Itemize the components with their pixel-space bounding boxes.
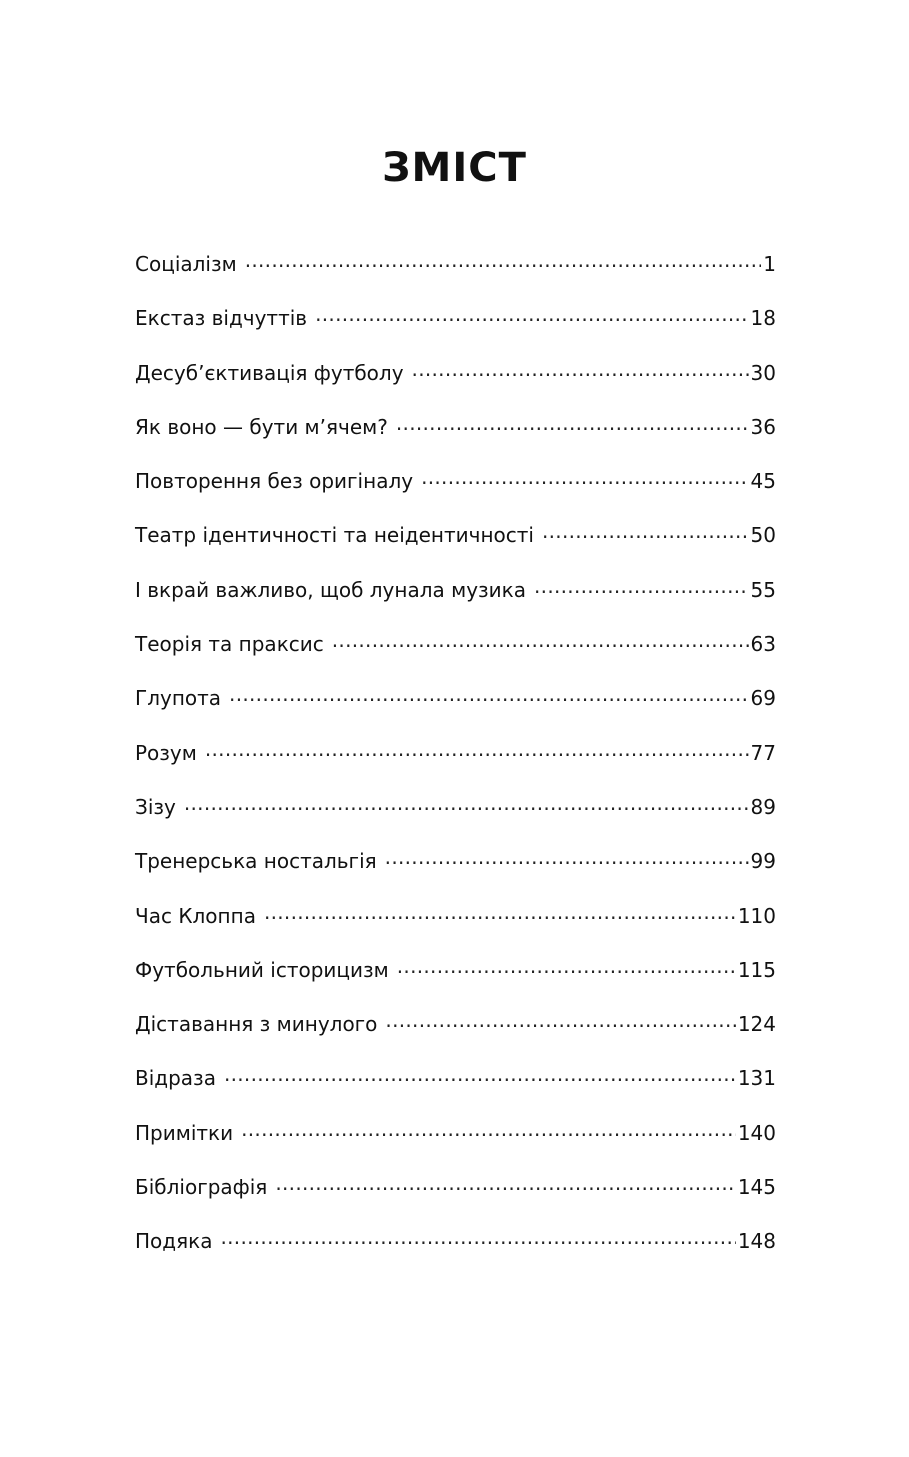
toc-entry-label: Футбольний історицизм [135,957,389,982]
toc-entry-label: Соціалізм [135,252,237,276]
toc-entry-page: 77 [750,740,776,765]
toc-entry-label: Глупота [135,686,222,711]
toc-entry [135,1110,776,1164]
toc-entry-label: Діставання з минулого [135,1012,378,1037]
toc-entry [135,295,776,349]
toc-entry-page: 55 [750,577,776,602]
toc-dot-leader [542,520,749,542]
toc-entry-label: Теорія та праксис [135,632,324,657]
toc-entry-label: Примітки [135,1120,234,1145]
toc-dot-leader [315,303,748,325]
toc-entry-label: Зізу [135,794,176,819]
toc-entry [135,567,776,621]
toc-entry-page: 63 [750,632,776,657]
toc-entry-label: Час Клоппа [135,903,256,928]
toc-entry-page: 99 [750,849,776,874]
toc-entry [135,893,776,947]
toc-entry-page: 30 [750,360,776,385]
toc-entry-label: І вкрай важливо, щоб лунала музика [135,577,527,602]
toc-entry-label: Подяка [135,1229,213,1254]
toc-entry-page: 140 [737,1120,776,1145]
toc-dot-leader [245,249,762,271]
toc-dot-leader [264,901,736,923]
toc-entry [135,350,776,404]
toc-dot-leader [421,466,748,488]
toc-dot-leader [396,412,749,434]
toc-entry [135,947,776,1001]
toc-dot-leader [275,1172,735,1194]
toc-dot-leader [412,358,749,380]
toc-entry-page: 18 [750,306,776,331]
toc-entry-page: 148 [737,1229,776,1254]
toc-entry [135,621,776,675]
toc-entry-page: 69 [750,686,776,711]
page-title: ЗМІСТ [382,145,527,191]
toc-entry-page: 1 [763,252,776,276]
toc-entry [135,512,776,566]
toc-entry [135,838,776,892]
toc-entry [135,404,776,458]
toc-entry-label: Відраза [135,1066,216,1091]
toc-dot-leader [385,1009,735,1031]
toc-entry-page: 45 [750,469,776,494]
toc-entry-label: Театр ідентичності та неідентичності [135,523,534,548]
toc-entry [135,730,776,784]
toc-dot-leader [229,683,749,705]
toc-dot-leader [385,846,749,868]
toc-entry-page: 145 [737,1175,776,1200]
toc-dot-leader [397,955,736,977]
toc-entry-label: Повторення без оригіналу [135,469,414,494]
toc-dot-leader [220,1226,735,1248]
toc-entry-page: 89 [750,794,776,819]
toc-entry [135,784,776,838]
toc-dot-leader [534,575,749,597]
toc-entry [135,1164,776,1218]
table-of-contents [135,241,776,1273]
toc-dot-leader [332,629,749,651]
toc-dot-leader [224,1063,736,1085]
toc-entry-label: Тренерська ностальгія [135,849,377,874]
toc-dot-leader [241,1118,736,1140]
toc-dot-leader [205,738,749,760]
toc-entry-page: 124 [737,1012,776,1037]
toc-entry-label: Десуб’єктивація футболу [135,360,404,385]
toc-entry [135,1001,776,1055]
toc-entry-page: 36 [750,414,776,439]
toc-dot-leader [184,792,749,814]
toc-entry-page: 50 [750,523,776,548]
toc-entry-label: Як воно — бути м’ячем? [135,414,388,439]
toc-entry-page: 131 [737,1066,776,1091]
toc-entry-page: 115 [737,957,776,982]
toc-entry [135,1218,776,1272]
toc-entry [135,241,776,295]
toc-entry-label: Екстаз відчуттів [135,306,308,331]
toc-entry-label: Бібліографія [135,1175,268,1200]
toc-entry-label: Розум [135,740,197,765]
toc-entry [135,1055,776,1109]
toc-entry [135,675,776,729]
toc-entry [135,458,776,512]
toc-entry-page: 110 [737,903,776,928]
